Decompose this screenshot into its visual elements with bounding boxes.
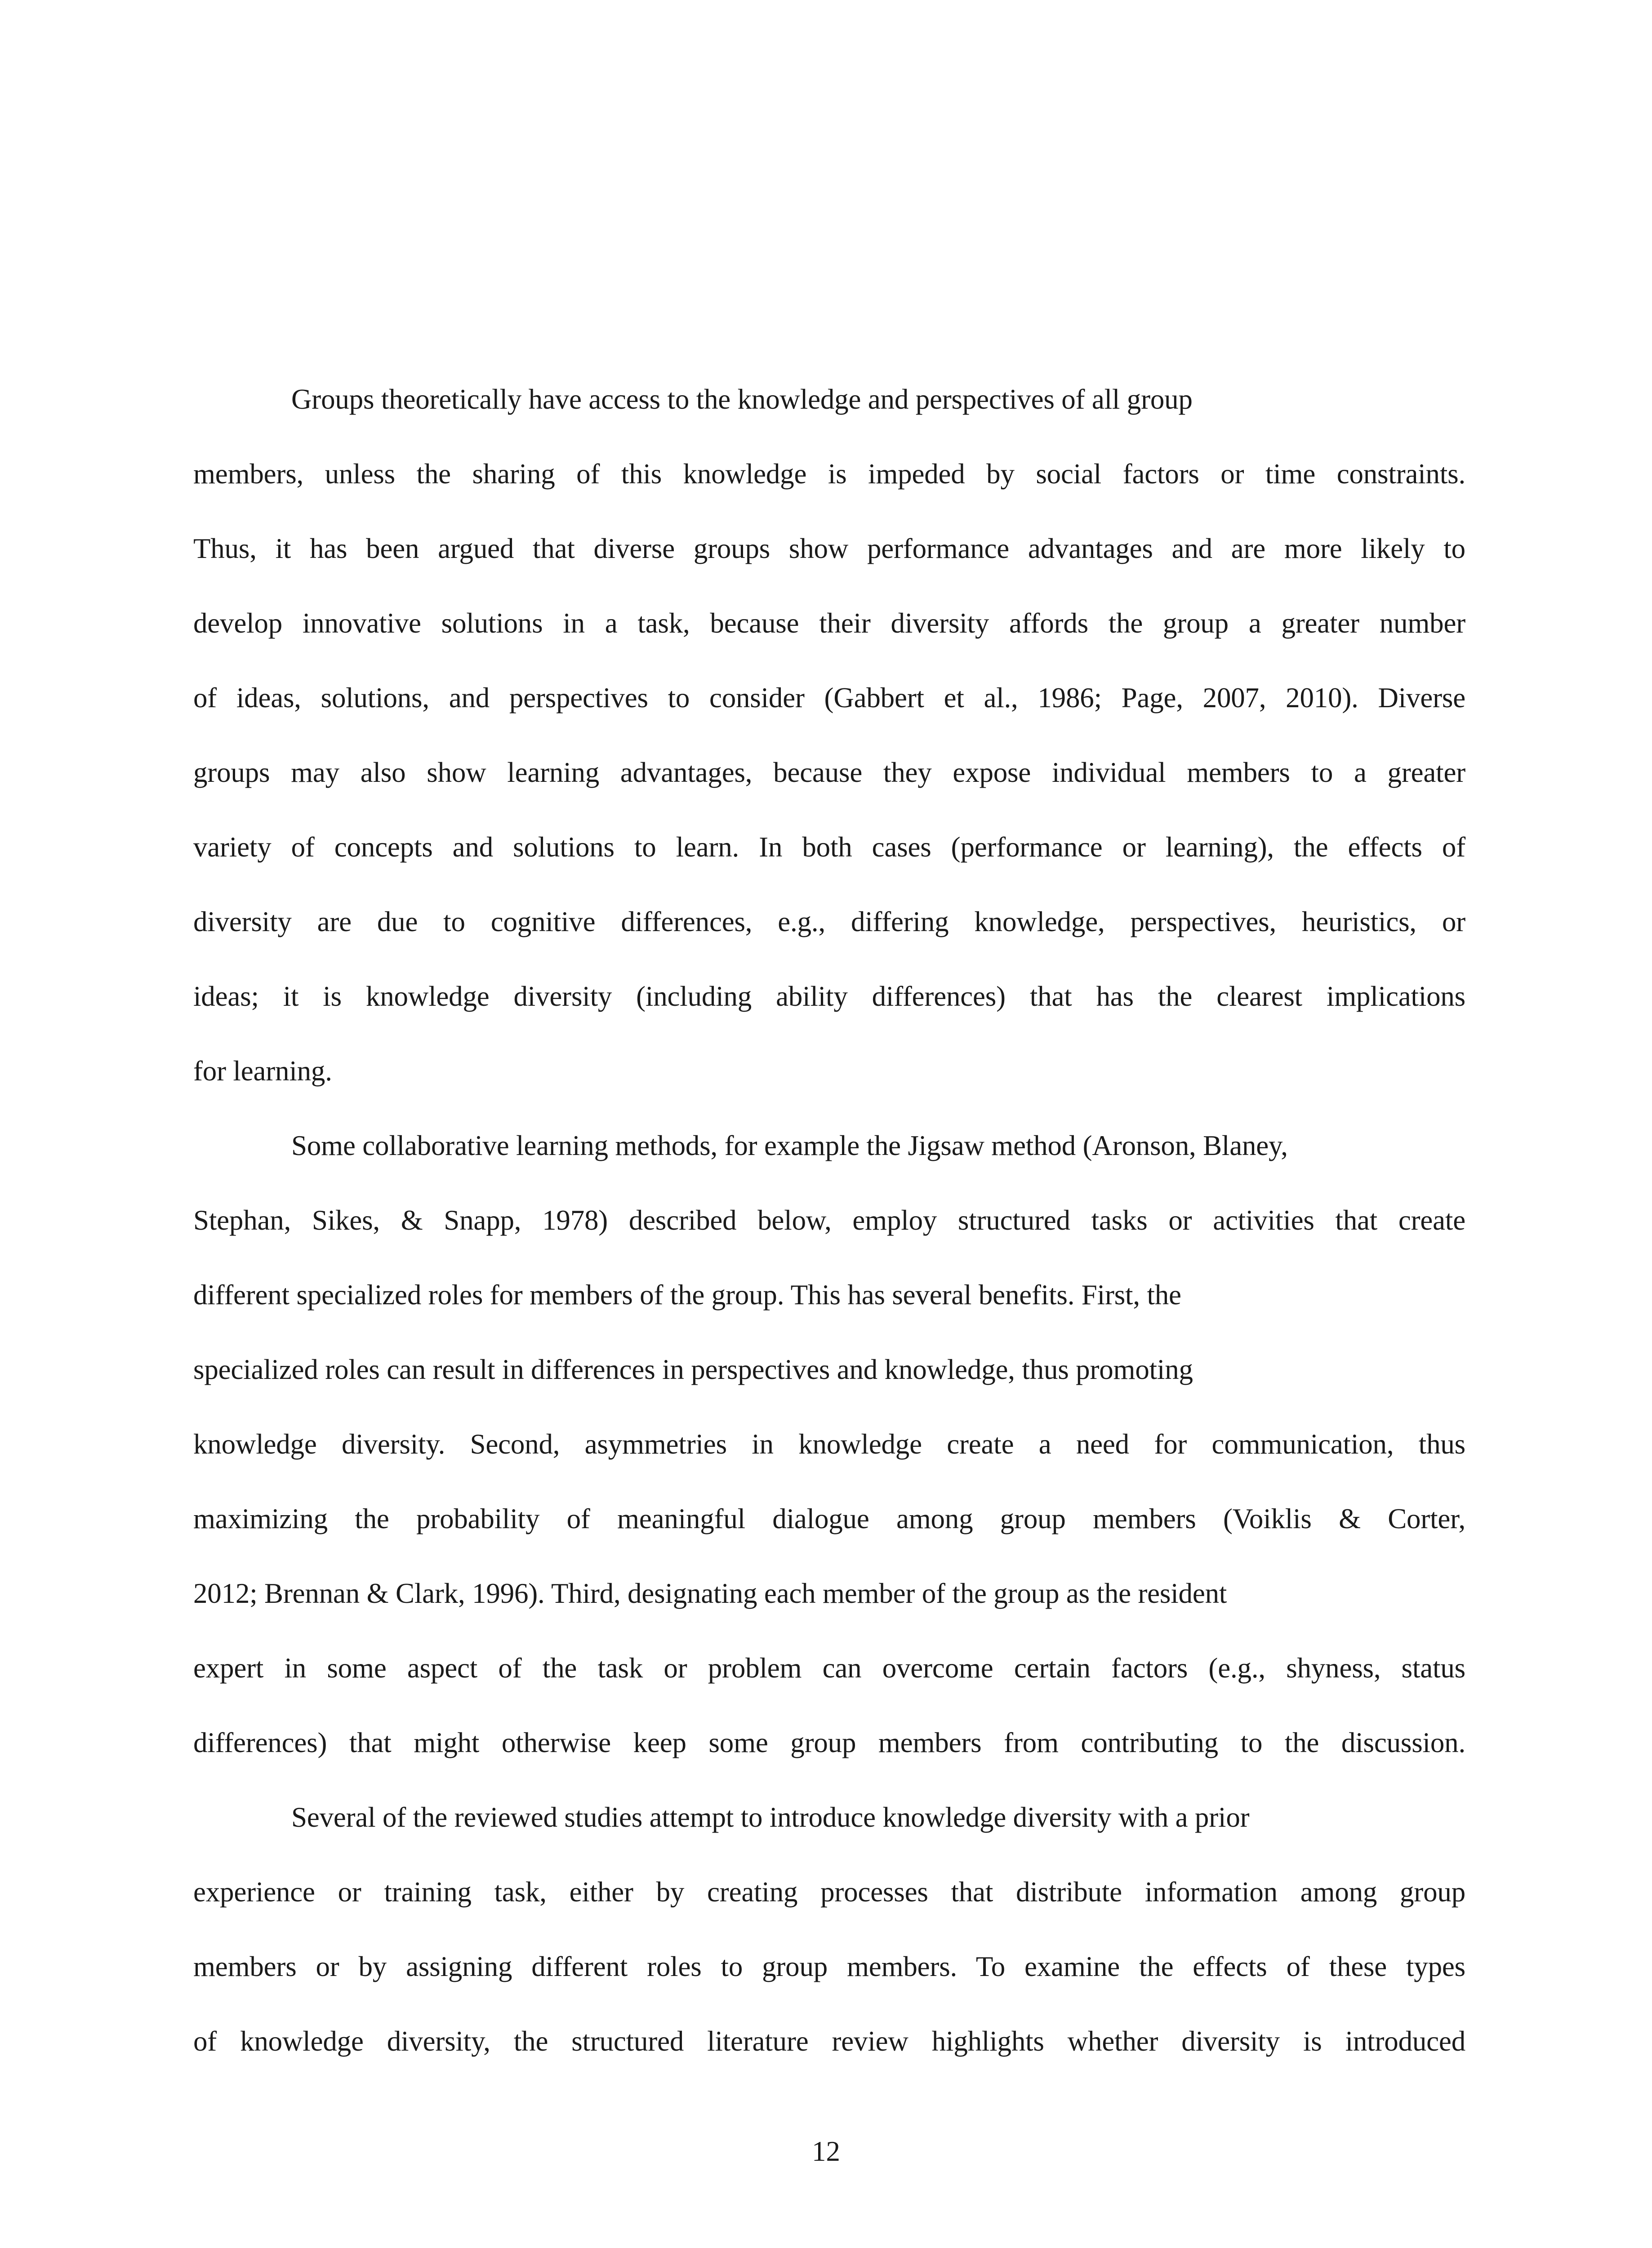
paragraph-2-line-5: knowledge diversity. Second, asymmetries in knowledge create a need for communication, thus — [193, 1428, 1465, 1460]
paragraph-2-line-8: expert in some aspect of the task or problem can overcome certain factors (e.g., shyness, status — [193, 1652, 1465, 1684]
paragraph-2-line-4: specialized roles can result in differences in perspectives and knowledge, thus promoting — [193, 1354, 1193, 1385]
paragraph-1-line-10: for learning. — [193, 1055, 332, 1087]
paragraph-3-line-3: members or by assigning different roles to group members. To examine the effects of these types — [193, 1951, 1465, 1982]
page-number: 12 — [812, 2136, 840, 2167]
paragraph-2-line-7: 2012; Brennan & Clark, 1996). Third, designating each member of the group as the resident — [193, 1578, 1227, 1609]
paragraph-2-line-1: Some collaborative learning methods, for example the Jigsaw method (Aronson, Blaney, — [291, 1130, 1288, 1161]
paragraph-1-line-9: ideas; it is knowledge diversity (including ability differences) that has the clearest implications — [193, 981, 1465, 1012]
paragraph-1-line-4: develop innovative solutions in a task, because their diversity affords the group a greater number — [193, 607, 1465, 639]
paragraph-1-line-7: variety of concepts and solutions to learn. In both cases (performance or learning), the effects of — [193, 831, 1465, 863]
body-text — [193, 362, 1465, 2079]
paragraph-3-line-4: of knowledge diversity, the structured literature review highlights whether diversity is introduced — [193, 2025, 1465, 2057]
paragraph-1-line-2: members, unless the sharing of this knowledge is impeded by social factors or time constraints. — [193, 458, 1465, 490]
paragraph-2-line-9: differences) that might otherwise keep some group members from contributing to the discussion. — [193, 1727, 1465, 1758]
paragraph-1-line-6: groups may also show learning advantages, because they expose individual members to a greater — [193, 757, 1465, 788]
paragraph-3-line-2: experience or training task, either by creating processes that distribute information among group — [193, 1876, 1465, 1908]
paragraph-1-line-8: diversity are due to cognitive differences, e.g., differing knowledge, perspectives, heuristics, or — [193, 906, 1465, 937]
paragraph-2-line-6: maximizing the probability of meaningful dialogue among group members (Voiklis & Corter, — [193, 1503, 1465, 1534]
paragraph-2-line-3: different specialized roles for members of the group. This has several benefits. First, the — [193, 1279, 1181, 1311]
paragraph-1-line-5: of ideas, solutions, and perspectives to consider (Gabbert et al., 1986; Page, 2007, 2010). Diverse — [193, 682, 1465, 714]
paragraph-1-line-1: Groups theoretically have access to the knowledge and perspectives of all group — [291, 384, 1193, 415]
paragraph-1-line-3: Thus, it has been argued that diverse groups show performance advantages and are more likely to — [193, 533, 1465, 564]
paragraph-2-line-2: Stephan, Sikes, & Snapp, 1978) described below, employ structured tasks or activities that create — [193, 1204, 1465, 1236]
paragraph-3-line-1: Several of the reviewed studies attempt to introduce knowledge diversity with a prior — [291, 1802, 1250, 1833]
